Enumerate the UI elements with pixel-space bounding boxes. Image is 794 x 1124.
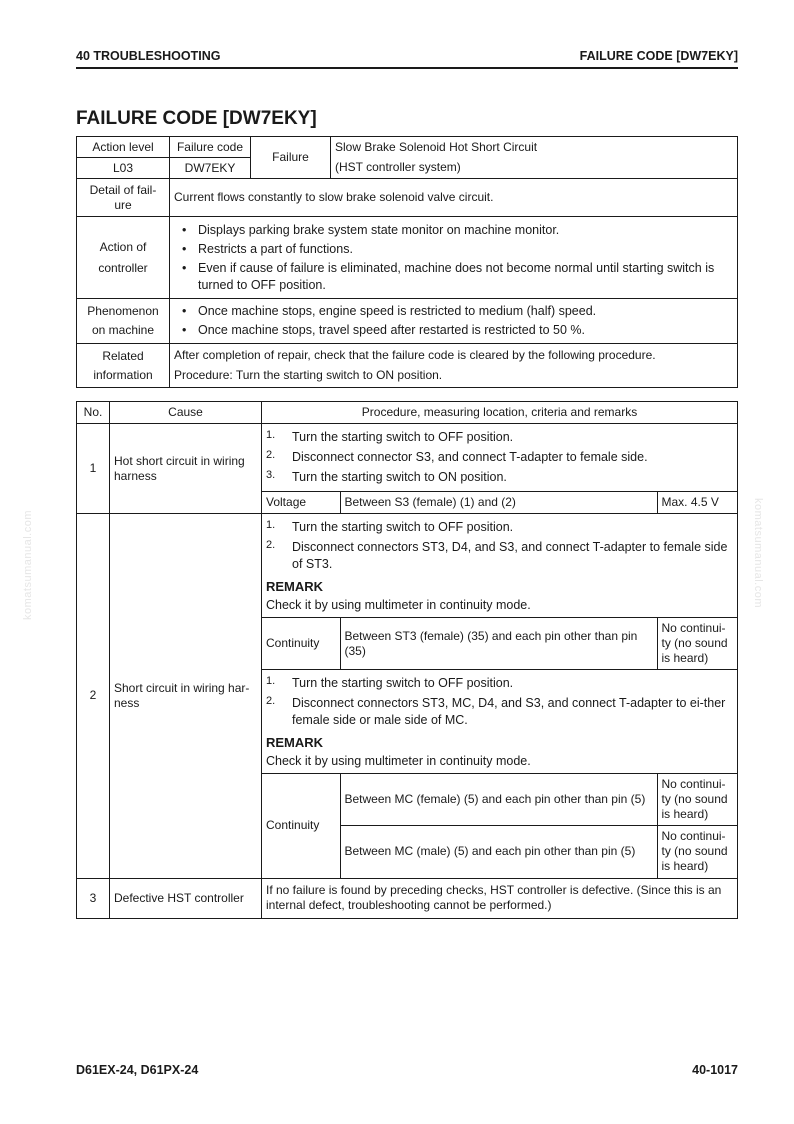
measure-type: Continuity xyxy=(262,618,340,670)
header-divider xyxy=(76,67,738,69)
related-line1: After completion of repair, check that the failure code is cleared by the following procedure. xyxy=(174,348,656,362)
failure-code-label: Failure code xyxy=(170,137,251,158)
step-number: 1. xyxy=(266,429,276,442)
cause-2-description: Short circuit in wiring har-ness xyxy=(110,514,262,879)
step-item xyxy=(266,469,733,486)
step-text: Turn the starting switch to OFF position. xyxy=(292,676,514,690)
cause-3-number: 3 xyxy=(77,878,110,918)
related-info-label xyxy=(77,344,170,388)
step-item xyxy=(266,539,733,573)
failure-info-table xyxy=(76,136,738,388)
header-no: No. xyxy=(77,402,110,424)
measure-type: Continuity xyxy=(262,774,340,878)
measure-between: Between ST3 (female) (35) and each pin other than pin (35) xyxy=(340,618,657,670)
failure-label: Failure xyxy=(251,137,331,179)
watermark-left: komatsumanual.com xyxy=(22,510,34,620)
cause-1-description: Hot short circuit in wiring harness xyxy=(110,424,262,514)
phenomenon-label xyxy=(77,299,170,344)
step-item xyxy=(266,429,733,446)
list-item: • Once machine stops, travel speed after restarted is restricted to 50 %. xyxy=(174,322,733,339)
related-line2: Procedure: Turn the starting switch to ON position. xyxy=(174,368,443,382)
step-text: Turn the starting switch to OFF position. xyxy=(292,430,514,445)
action-of-controller-label xyxy=(77,217,170,299)
remark-heading: REMARK xyxy=(266,735,324,750)
cause-2-measure-table-a xyxy=(262,617,737,670)
header-section-title: 40 TROUBLESHOOTING xyxy=(76,49,221,63)
detail-text: Current flows constantly to slow brake solenoid valve circuit. xyxy=(170,179,738,217)
related-info-text xyxy=(170,344,738,388)
action-level-value: L03 xyxy=(77,158,170,179)
measure-type: Voltage xyxy=(262,492,340,513)
header-page-topic: FAILURE CODE [DW7EKY] xyxy=(579,49,738,63)
phenomenon-label-line2: on machine xyxy=(91,323,155,337)
step-text: Disconnect connector S3, and connect T-adapter to female side. xyxy=(292,450,648,465)
step-number: 1. xyxy=(266,519,276,531)
related-label-line2: information xyxy=(93,367,153,382)
action-of-controller-list xyxy=(170,217,738,299)
cause-3-procedure: If no failure is found by preceding checks, HST controller is defective. (Since this is an internal defect, troubleshooting cannot be performed.) xyxy=(262,878,738,918)
list-item: • Even if cause of failure is eliminated, machine does not become normal until starting switch is turned to OFF position. xyxy=(174,260,733,294)
measure-criteria: Max. 4.5 V xyxy=(657,492,737,513)
remark-text: Check it by using multimeter in continuity mode. xyxy=(266,598,531,612)
measure-between: Between MC (female) (5) and each pin other than pin (5) xyxy=(340,774,657,826)
failure-title: Slow Brake Solenoid Hot Short Circuit xyxy=(331,137,738,158)
header-procedure: Procedure, measuring location, criteria and remarks xyxy=(262,402,738,424)
phenomenon-list xyxy=(170,299,738,344)
cause-1-number: 1 xyxy=(77,424,110,514)
cause-2-number: 2 xyxy=(77,514,110,879)
remark-heading: REMARK xyxy=(266,579,324,594)
failure-code-value: DW7EKY xyxy=(170,158,251,179)
action-level-label: Action level xyxy=(77,137,170,158)
cause-2-measure-table-b xyxy=(262,773,737,878)
remark-text: Check it by using multimeter in continuity mode. xyxy=(266,754,531,768)
step-number: 1. xyxy=(266,675,276,687)
cause-2-procedure xyxy=(262,514,738,879)
page-title: FAILURE CODE [DW7EKY] xyxy=(76,108,317,129)
step-item xyxy=(266,695,733,729)
step-item xyxy=(266,519,733,536)
cause-1-procedure xyxy=(262,424,738,514)
step-text: Turn the starting switch to ON position. xyxy=(292,470,507,485)
measure-criteria: No continui-ty (no sound is heard) xyxy=(657,618,737,670)
measure-criteria: No continui-ty (no sound is heard) xyxy=(657,774,737,826)
step-item xyxy=(266,675,733,692)
step-text: Disconnect connectors ST3, MC, D4, and S3, and connect T-adapter to ei-ther female side or male side of MC. xyxy=(292,696,726,727)
action-label-line2: controller xyxy=(98,260,148,275)
cause-1-measure-table xyxy=(262,491,737,513)
header-cause: Cause xyxy=(110,402,262,424)
measure-between: Between MC (male) (5) and each pin other than pin (5) xyxy=(340,826,657,878)
action-label-line1: Action of xyxy=(99,239,147,254)
footer-page-number: 40-1017 xyxy=(692,1063,738,1077)
related-label-line1: Related xyxy=(102,348,144,363)
step-number: 2. xyxy=(266,539,276,551)
step-number: 3. xyxy=(266,469,276,482)
phenomenon-label-line1: Phenomenon xyxy=(87,304,159,318)
step-number: 2. xyxy=(266,695,276,707)
step-text: Disconnect connectors ST3, D4, and S3, and connect T-adapter to female side of ST3. xyxy=(292,540,728,571)
step-item xyxy=(266,449,733,466)
watermark-right: komatsumanual.com xyxy=(752,498,764,608)
step-text: Turn the starting switch to OFF position. xyxy=(292,520,514,534)
list-item: • Restricts a part of functions. xyxy=(174,241,733,258)
footer-model: D61EX-24, D61PX-24 xyxy=(76,1063,199,1077)
cause-3-description: Defective HST controller xyxy=(110,878,262,918)
step-number: 2. xyxy=(266,449,276,462)
cause-procedure-table xyxy=(76,401,738,919)
measure-between: Between S3 (female) (1) and (2) xyxy=(340,492,657,513)
detail-label: Detail of fail-ure xyxy=(77,179,170,217)
list-item: • Once machine stops, engine speed is restricted to medium (half) speed. xyxy=(174,303,733,320)
failure-subtitle: (HST controller system) xyxy=(331,158,738,179)
measure-criteria: No continui-ty (no sound is heard) xyxy=(657,826,737,878)
list-item: • Displays parking brake system state monitor on machine monitor. xyxy=(174,222,733,239)
